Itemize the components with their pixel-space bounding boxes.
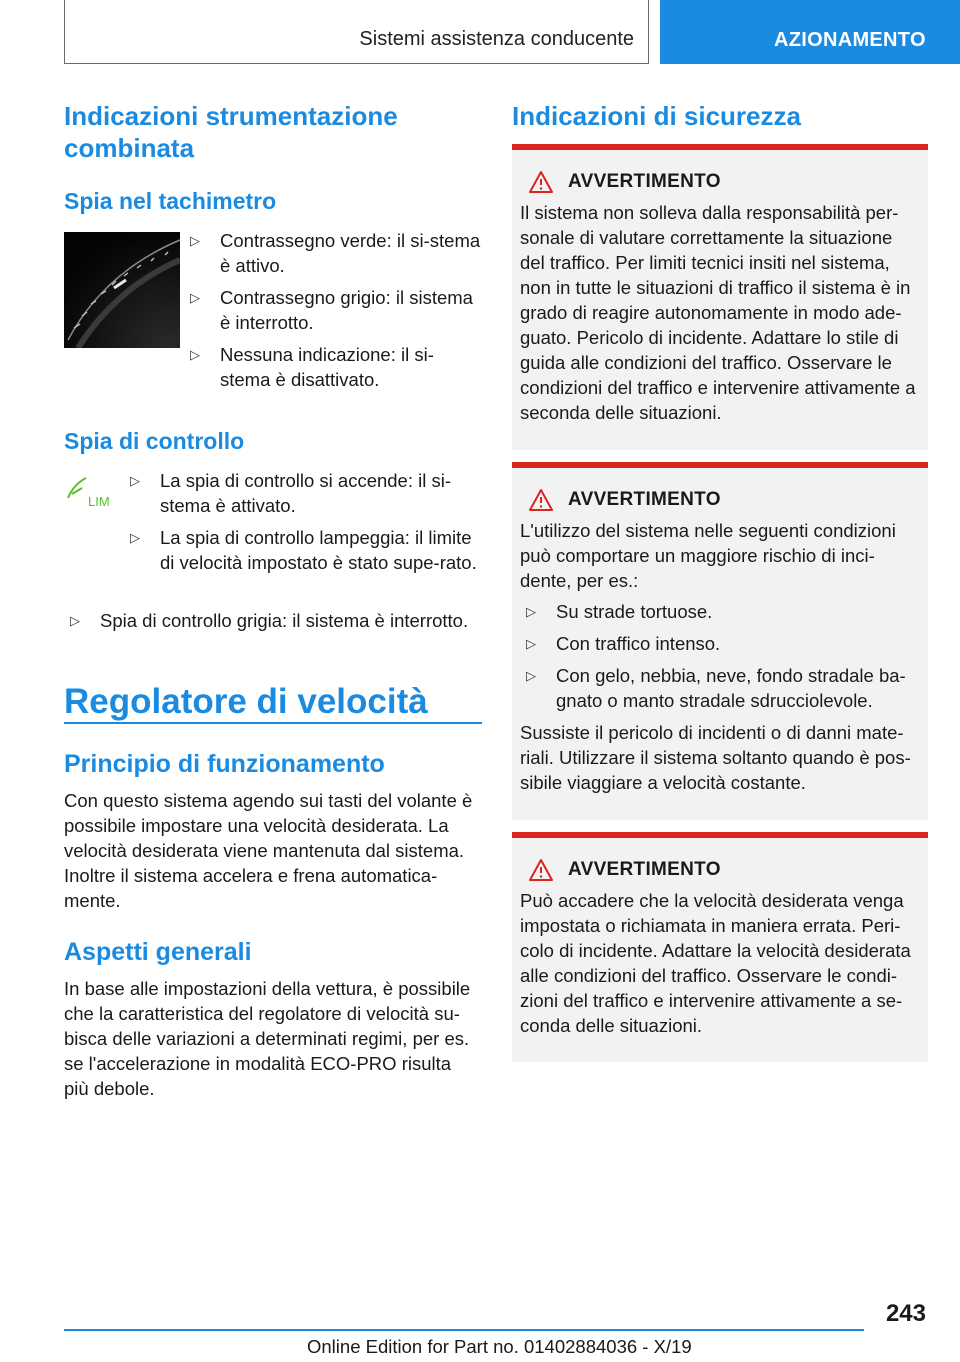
page-number: 243 bbox=[885, 1300, 926, 1327]
header-chapter-title: AZIONAMENTO bbox=[774, 29, 926, 51]
warning-triangle-icon bbox=[528, 488, 554, 512]
bullet-triangle-icon: ▷ bbox=[526, 604, 536, 619]
warning-box-3 bbox=[512, 832, 928, 1062]
bullet-triangle-icon: ▷ bbox=[70, 613, 80, 628]
left-column bbox=[64, 100, 482, 1099]
principle-heading: Principio di funzionamento bbox=[64, 750, 385, 778]
bullet-triangle-icon: ▷ bbox=[130, 473, 140, 488]
warning-label: AVVERTIMENTO bbox=[568, 859, 721, 880]
speedometer-list bbox=[184, 228, 484, 399]
warning-label: AVVERTIMENTO bbox=[568, 171, 721, 192]
warning-triangle-icon bbox=[528, 170, 554, 194]
list-item: ▷ La spia di controllo si accende: il si-stema è attivato. bbox=[130, 470, 452, 516]
list-item: ▷ Con traffico intenso. bbox=[526, 633, 721, 654]
list-item: ▷ Contrassegno grigio: il sistema è interrotto. bbox=[190, 287, 473, 333]
footer-edition: Online Edition for Part no. 01402884036 - X/19 bbox=[307, 1336, 692, 1357]
bullet-triangle-icon: ▷ bbox=[526, 636, 536, 651]
indicator-list bbox=[124, 468, 484, 582]
bullet-triangle-icon: ▷ bbox=[190, 290, 200, 305]
header-section-box bbox=[64, 0, 649, 64]
speedometer-image bbox=[64, 232, 180, 348]
warning-intro: L'utilizzo del sistema nelle seguenti condizioni può comportare un maggiore rischio di inci-dente, per es.: bbox=[520, 520, 896, 591]
header-chapter-tab[interactable] bbox=[660, 0, 960, 64]
warning-box-2 bbox=[512, 462, 928, 820]
bullet-triangle-icon: ▷ bbox=[190, 347, 200, 362]
footer-divider bbox=[64, 1329, 864, 1331]
list-item: ▷ La spia di controllo lampeggia: il limite di velocità impostato è stato supe-rato. bbox=[130, 527, 477, 573]
list-item: ▷ Nessuna indicazione: il si-stema è disattivato. bbox=[190, 344, 434, 390]
warning-box-1 bbox=[512, 144, 928, 450]
header-section-title: Sistemi assistenza conducente bbox=[359, 28, 634, 50]
safety-title: Indicazioni di sicurezza bbox=[512, 101, 801, 131]
cruise-control-chapter-title: Regolatore di velocità bbox=[64, 682, 428, 721]
warning-label: AVVERTIMENTO bbox=[568, 489, 721, 510]
warning-outro: Sussiste il pericolo di incidenti o di danni mate-riali. Utilizzare il sistema soltanto quando è pos-sibile viaggiare a velocità costante. bbox=[520, 722, 911, 793]
indicator-heading: Spia di controllo bbox=[64, 428, 245, 454]
bullet-triangle-icon: ▷ bbox=[130, 530, 140, 545]
list-item: ▷ Su strade tortuose. bbox=[526, 601, 713, 622]
list-item: ▷ Spia di controllo grigia: il sistema è interrotto. bbox=[70, 610, 469, 631]
warning-text: Può accadere che la velocità desiderata venga impostata o richiamata in maniera errata. Peri-colo di incidente. Adattare la velocità desiderata alle condizioni del traffico. Osservare le condi-zioni del traffico e intervenire attivamente a se-conda delle situazioni. bbox=[520, 890, 911, 1036]
warning-conditions-list bbox=[520, 599, 920, 713]
warning-text: Il sistema non solleva dalla responsabilità per-sonale di valutare correttamente la situazione del traffico. Per limiti tecnici insiti nel sistema, non in tutte le situazioni di traffico il sistema è in grado di reagire autonomamente in modo ade-guato. Pericolo di incidente. Adattare lo stile di guida alle condizioni del traffico. Osservare le condizioni del traffico e intervenire attivamente a seconda delle situazioni. bbox=[520, 202, 916, 423]
list-item: ▷ Con gelo, nebbia, neve, fondo stradale ba-gnato o manto stradale sdrucciolevole. bbox=[526, 665, 906, 711]
indicator-extra-list bbox=[64, 608, 482, 640]
chapter-divider bbox=[64, 722, 482, 724]
lim-indicator-icon bbox=[64, 470, 120, 510]
instrument-cluster-title: Indicazioni strumentazione combinata bbox=[64, 101, 398, 163]
list-item: ▷ Contrassegno verde: il si-stema è attivo. bbox=[190, 230, 481, 276]
principle-text: Con questo sistema agendo sui tasti del volante è possibile impostare una velocità desiderata. La velocità desiderata viene mantenuta dal sistema. Inoltre il sistema accelera e frena automatica-mente. bbox=[64, 790, 473, 911]
general-heading: Aspetti generali bbox=[64, 938, 252, 966]
lim-label: LIM bbox=[88, 494, 110, 509]
bullet-triangle-icon: ▷ bbox=[526, 668, 536, 683]
bullet-triangle-icon: ▷ bbox=[190, 233, 200, 248]
speedometer-heading: Spia nel tachimetro bbox=[64, 188, 277, 214]
general-text: In base alle impostazioni della vettura, è possibile che la caratteristica del regolatore di velocità su-bisca delle variazioni a determinati regimi, per es. se l'accelerazione in modalità ECO-PRO risulta più debole. bbox=[64, 978, 471, 1099]
right-column bbox=[512, 100, 928, 1036]
warning-triangle-icon bbox=[528, 858, 554, 882]
